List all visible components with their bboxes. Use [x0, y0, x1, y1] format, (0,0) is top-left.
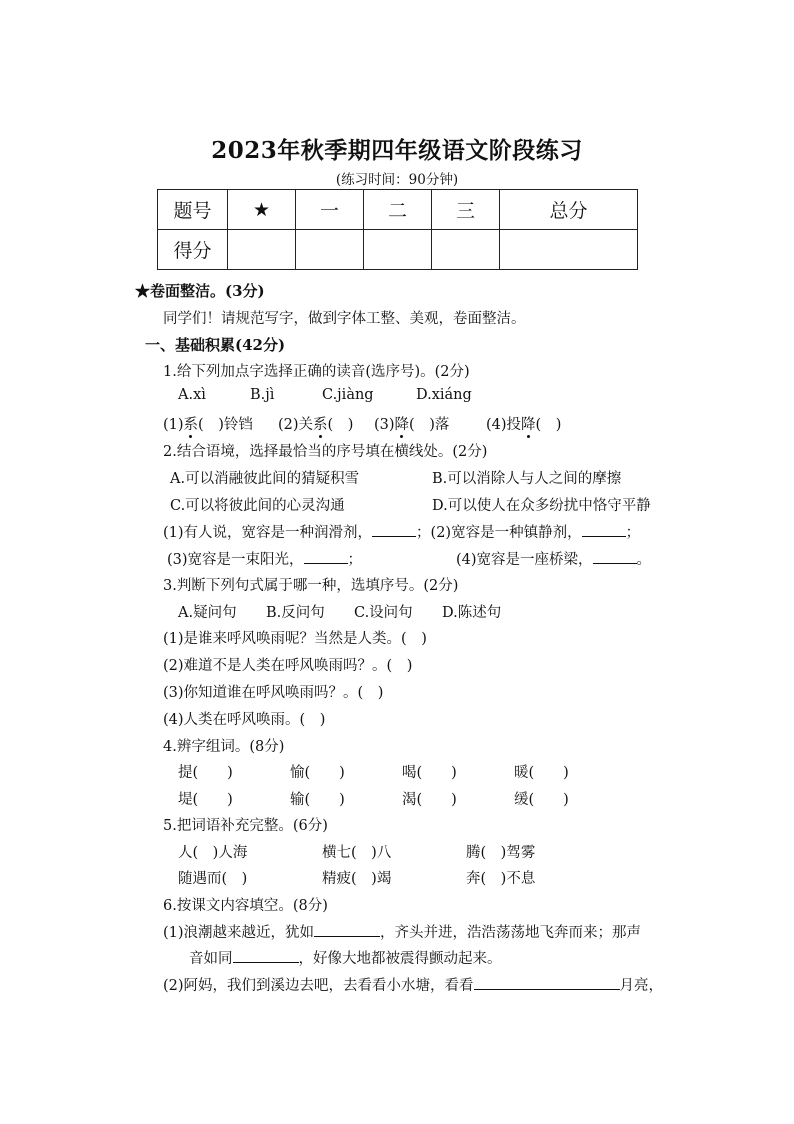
- q5-row1-item-2[interactable]: 横七( )八: [322, 845, 392, 861]
- q2-item-3-text: (3)宽容是一束阳光，: [167, 552, 304, 568]
- q3-option-c: C.设问句: [354, 605, 413, 621]
- q6-item-1-text-d: ，好像大地都被震得颤动起来。: [298, 951, 502, 967]
- q2-option-a: A.可以消融彼此间的猜疑积雪: [170, 471, 360, 487]
- q4-row2-item-3[interactable]: 渴( ): [402, 792, 457, 808]
- q2-item-2-blank[interactable]: [582, 522, 626, 537]
- q2-item-4-end: 。: [636, 552, 652, 568]
- q2-line-2-right: [456, 548, 651, 569]
- q1-option-d: D.xiáng: [416, 387, 472, 403]
- q2-item-3-blank[interactable]: [304, 549, 348, 564]
- star-section-text: 同学们！请规范写字，做到字体工整、美观，卷面整洁。: [163, 311, 526, 327]
- q6-item-1-text-a: (1)浪潮越来越近，犹如: [163, 925, 315, 941]
- q4-row2-item-2[interactable]: 输( ): [290, 792, 345, 808]
- q1-item-3-pre: (3): [374, 417, 395, 433]
- score-input-part-3[interactable]: [432, 230, 500, 270]
- q5-row2-item-2[interactable]: 精疲( )竭: [322, 871, 392, 887]
- q1-item-4: [486, 413, 561, 434]
- q3-item-4[interactable]: (4)人类在呼风唤雨。( ): [163, 712, 326, 728]
- q2-item-4-text: (4)宽容是一座桥梁，: [456, 552, 593, 568]
- q3-item-2[interactable]: (2)难道不是人类在呼风唤雨吗？。( ): [163, 658, 413, 674]
- q6-item-2-blank-1[interactable]: [474, 975, 620, 990]
- q1-item-2-answer[interactable]: ( ): [327, 417, 354, 433]
- star-section-heading: ★卷面整洁。(3分): [135, 282, 265, 300]
- q2-option-d: D.可以使人在众多纷扰中恪守平静: [432, 498, 651, 514]
- q2-prompt: 2.结合语境，选择最恰当的序号填在横线处。(2分): [163, 444, 488, 460]
- page-title: 2023年秋季期四年级语文阶段练习: [211, 137, 583, 164]
- q5-row2-item-1[interactable]: 随遇而( ): [178, 871, 248, 887]
- q6-item-1-text-b: ，齐头并进，浩浩荡荡地飞奔而来；那声: [380, 925, 642, 941]
- q1-option-a: A.xì: [178, 387, 206, 403]
- q5-prompt: 5.把词语补充完整。(6分): [163, 818, 328, 834]
- q6-item-1-blank-1[interactable]: [314, 922, 380, 937]
- q1-item-2-pre: (2)关: [278, 417, 314, 433]
- q4-prompt: 4.辨字组词。(8分): [163, 739, 285, 755]
- q2-item-1-blank[interactable]: [372, 522, 416, 537]
- q4-row1-item-3[interactable]: 喝( ): [402, 765, 457, 781]
- q2-item-2-text: ；(2)宽容是一种镇静剂，: [416, 525, 582, 541]
- score-table: [157, 189, 638, 270]
- q1-item-1-dotted-char: 系: [183, 417, 199, 433]
- q1-item-2-dotted-char: 系: [313, 417, 328, 433]
- score-table-header-row: [158, 190, 638, 230]
- q1-item-4-answer[interactable]: ( ): [535, 417, 562, 433]
- q6-item-1-text-c: 音如同: [189, 951, 233, 967]
- section-1-heading: 一、基础积累(42分): [145, 336, 286, 354]
- q3-option-d: D.陈述句: [442, 605, 502, 621]
- q3-item-3[interactable]: (3)你知道谁在呼风唤雨吗？。( ): [163, 685, 384, 701]
- q5-row1-item-3[interactable]: 腾( )驾雾: [466, 845, 536, 861]
- q3-option-a: A.疑问句: [178, 605, 237, 621]
- table-cell-part-2: 二: [364, 190, 432, 230]
- q1-prompt: 1.给下列加点字选择正确的读音(选序号)。(2分): [163, 364, 470, 380]
- q4-row1-item-4[interactable]: 暖( ): [514, 765, 569, 781]
- score-input-part-1[interactable]: [296, 230, 364, 270]
- q6-item-1-line-1: [163, 921, 641, 942]
- q1-option-c: C.jiàng: [322, 387, 374, 403]
- table-cell-question-label: 题号: [158, 190, 228, 230]
- q1-item-3-answer[interactable]: ( )落: [409, 417, 450, 433]
- q1-item-4-dotted-char: 降: [521, 417, 536, 433]
- q4-row1-item-1[interactable]: 提( ): [178, 765, 233, 781]
- q5-row1-item-1[interactable]: 人( )人海: [178, 845, 248, 861]
- table-cell-score-label: 得分: [158, 230, 228, 270]
- q4-row1-item-2[interactable]: 愉( ): [290, 765, 345, 781]
- table-cell-star: ★: [228, 190, 296, 230]
- table-cell-total: 总分: [500, 190, 638, 230]
- q3-item-1[interactable]: (1)是谁来呼风唤雨呢？当然是人类。( ): [163, 631, 427, 647]
- q1-item-2: [278, 413, 353, 434]
- q1-item-3-dotted-char: 降: [394, 417, 410, 433]
- table-cell-part-3: 三: [432, 190, 500, 230]
- q5-row2-item-3[interactable]: 奔( )不息: [466, 871, 536, 887]
- score-input-total[interactable]: [500, 230, 638, 270]
- q6-item-1-line-2: [189, 947, 502, 968]
- q1-item-1-pre: (1): [163, 417, 184, 433]
- q1-item-1: [163, 413, 253, 434]
- score-table-score-row: [158, 230, 638, 270]
- q6-item-2-line-1: [163, 974, 663, 995]
- q6-item-2-text-b: 月亮，: [619, 978, 664, 994]
- q2-item-4-blank[interactable]: [593, 549, 637, 564]
- q3-option-b: B.反问句: [266, 605, 325, 621]
- q4-row2-item-1[interactable]: 堤( ): [178, 792, 233, 808]
- q4-row2-item-4[interactable]: 缓( ): [514, 792, 569, 808]
- q2-item-3-end: ；: [347, 552, 363, 568]
- table-cell-part-1: 一: [296, 190, 364, 230]
- q2-option-c: C.可以将彼此间的心灵沟通: [170, 498, 345, 514]
- q6-item-2-text-a: (2)阿妈，我们到溪边去吧，去看看小水塘，看看: [163, 978, 474, 994]
- q6-prompt: 6.按课文内容填空。(8分): [163, 898, 328, 914]
- q2-line-1: [163, 521, 640, 542]
- q2-line-2-left: [167, 548, 362, 569]
- score-input-star[interactable]: [228, 230, 296, 270]
- q1-item-1-answer[interactable]: ( )铃铛: [198, 417, 253, 433]
- q1-item-3: [374, 413, 449, 434]
- q1-item-4-pre: (4)投: [486, 417, 522, 433]
- q2-line-1-end: ；: [625, 525, 641, 541]
- q2-item-1-text: (1)有人说，宽容是一种润滑剂，: [163, 525, 373, 541]
- exam-duration: (练习时间：90分钟): [335, 172, 459, 188]
- q2-option-b: B.可以消除人与人之间的摩擦: [432, 471, 622, 487]
- q3-prompt: 3.判断下列句式属于哪一种，选填序号。(2分): [163, 578, 459, 594]
- score-input-part-2[interactable]: [364, 230, 432, 270]
- q1-option-b: B.jì: [250, 387, 275, 403]
- q6-item-1-blank-2[interactable]: [233, 948, 299, 963]
